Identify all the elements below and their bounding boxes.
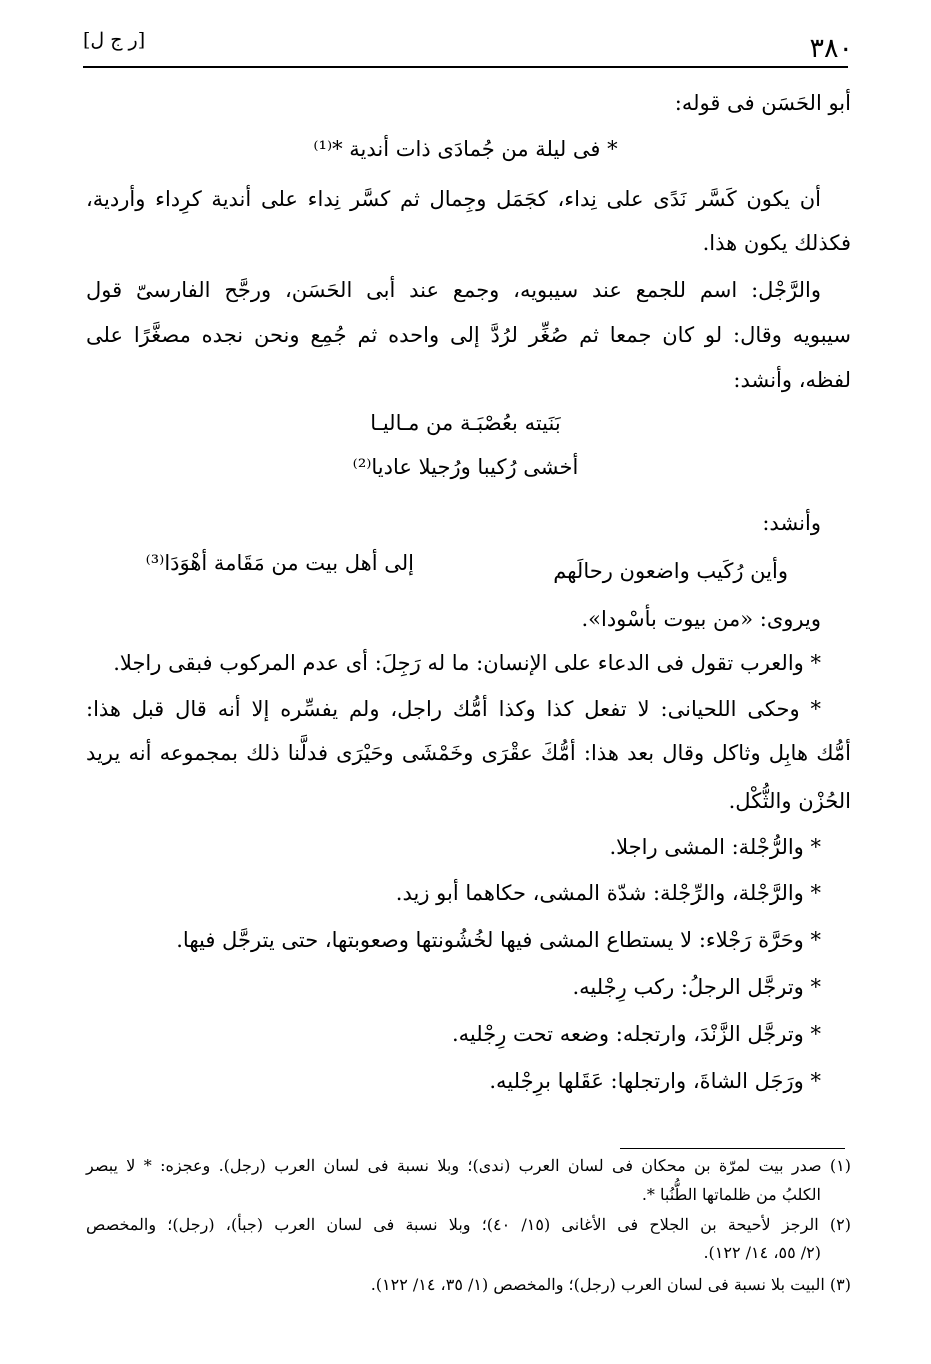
text-line-1: أبو الحَسَن فى قوله: <box>674 91 851 115</box>
text-line-22: * ورَجَل الشاةَ، وارتجلها: عَقَلها برِجْليه. <box>489 1069 821 1093</box>
footnote-1-line-2: الكلبُ من ظلماتها الطُّنُبا *. <box>641 1185 821 1204</box>
footnote-3: (٣) البيت بلا نسبة فى لسان العرب (رجل)؛ والمخصص (١/ ٣٥، ١٤/ ١٢٢). <box>370 1275 851 1294</box>
text-line-16: الحُزْن والثُّكْل. <box>728 789 851 813</box>
text-line-19: * وحَرَّة رَجْلاء: لا يستطاع المشى فيها لخُشُونتها وصعوبتها، حتى يترجَّل فيها. <box>176 928 821 952</box>
running-header-root: [ر ج ل] <box>83 29 146 51</box>
footnote-2-line-1: (٢) الرجز لأحيحة بن الجلاح فى الأغانى (١٥/ ٤٠)؛ وبلا نسبة فى لسان العرب (جبأ)، (رجل)؛ والمخصص <box>86 1215 851 1234</box>
verse-hemistich-right: وأين رُكَيب واضعون رحالَهم <box>553 559 788 583</box>
verse-hemistich-left: إلى أهل بيت من مَقَامة أهْوَدَا⁽³⁾ <box>145 551 414 575</box>
text-line-20: * وترجَّل الرجلُ: ركب رِجْليه. <box>572 975 821 999</box>
text-line-5: والرَّجْل: اسم للجمع عند سيبويه، وجمع عند أبى الحَسَن، ورجَّح الفارسىّ قول <box>86 278 821 302</box>
text-line-17: * والرُّجْلة: المشى راجلا. <box>609 835 821 859</box>
text-line-3: أن يكون كَسَّر نَدًى على نِداء، كجَمَل وجِمال ثم كسَّر نِداء على أندية كرِداء وأردية، <box>86 187 821 211</box>
text-line-10: وأنشد: <box>762 511 821 535</box>
text-line-7: لفظه، وأنشد: <box>733 368 851 392</box>
text-line-6: سيبويه وقال: لو كان جمعا ثم صُغِّر لرُدَّ إلى واحده ثم جُمِع ونحن نجده مصغَّرًا على <box>86 323 851 347</box>
text-line-21: * وترجَّل الزَّنْدَ، وارتجله: وضعه تحت رِجْليه. <box>451 1022 821 1046</box>
verse-rajaz-line-2: أخشى رُكيبا ورُجيلا عاديا⁽²⁾ <box>352 455 579 479</box>
text-line-14: * وحكى اللحيانى: لا تفعل كذا وكذا أمُّك راجل، ولم يفسِّره إلا أنه قال قبل هذا: <box>86 697 821 721</box>
footnote-rule <box>620 1148 845 1149</box>
text-line-13: * والعرب تقول فى الدعاء على الإنسان: ما له رَجِلَ: أى عدم المركوب فبقى راجلا. <box>113 651 821 675</box>
header-rule <box>83 66 848 68</box>
footnote-2-line-2: (٢/ ٥٥، ١٤/ ١٢٢). <box>703 1243 821 1262</box>
page-number: ٣٨٠ <box>809 33 853 64</box>
text-line-18: * والرَّجْلة، والرِّجْلة: شدّة المشى، حكاهما أبو زيد. <box>395 881 821 905</box>
text-line-15: أمُّك هابِل وثاكل وقال بعد هذا: أمُّكَ عقْرَى وخَمْشَى وحَيْرَى فدلَّنا ذلك بمجموعه أنه يريد <box>86 741 851 765</box>
text-line-12: ويروى: «من بيوت بأسْودا». <box>581 607 821 631</box>
text-line-4: فكذلك يكون هذا. <box>702 231 851 255</box>
footnote-1-line-1: (١) صدر بيت لمرّة بن محكان فى لسان العرب (ندى)؛ وبلا نسبة فى لسان العرب (رجل). وعجزه: * لا يبصر <box>86 1156 851 1175</box>
verse-quote-1: * فى ليلة من جُمادَى ذات أندية *⁽¹⁾ <box>313 137 618 161</box>
verse-rajaz-line-1: بَنَيته بعُصْبَـة من مـاليـا <box>370 411 561 435</box>
